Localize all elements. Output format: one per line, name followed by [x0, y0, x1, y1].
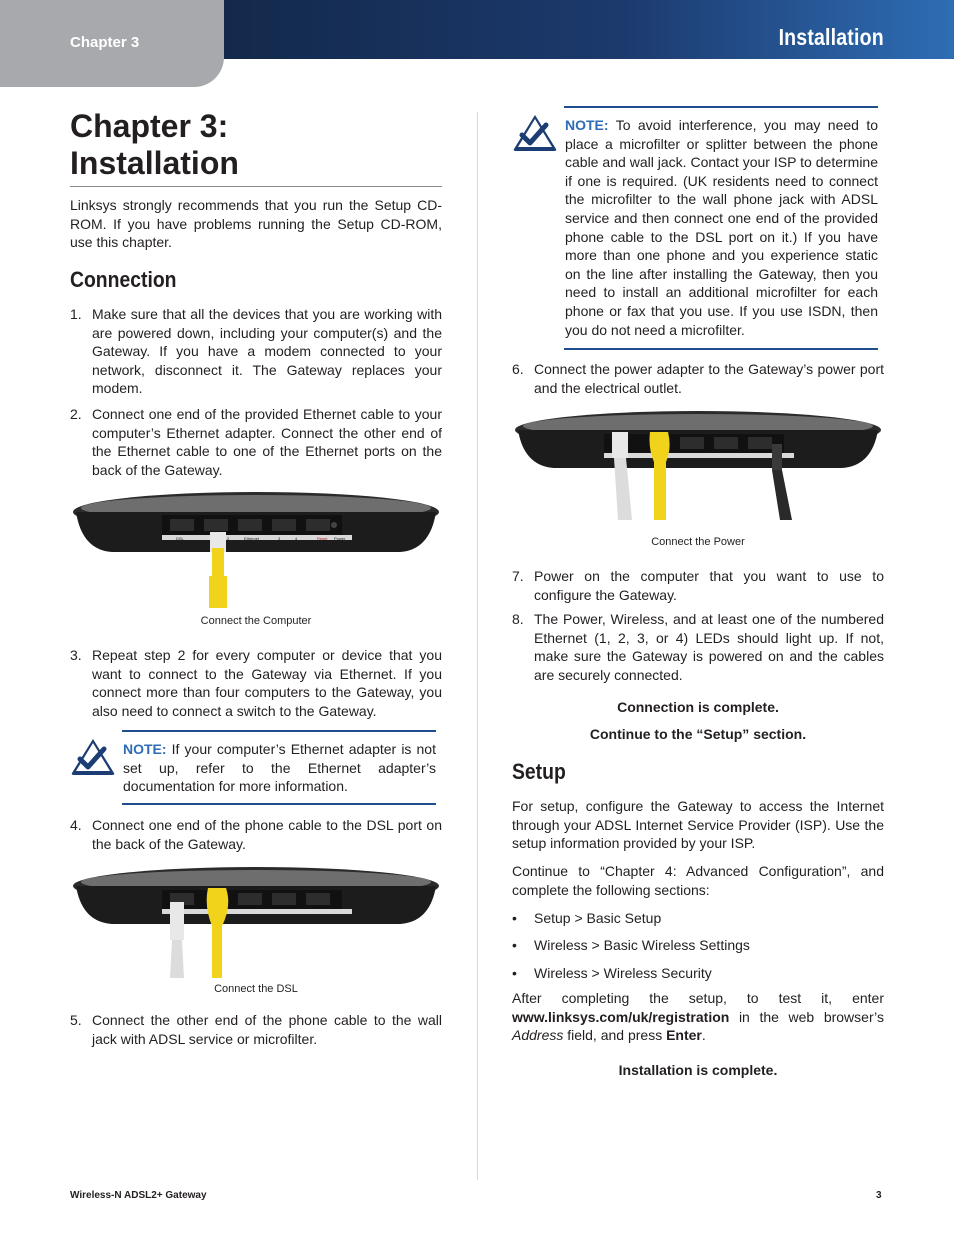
caption-connect-dsl: Connect the DSL [214, 983, 298, 995]
installation-complete: Installation is complete. [618, 1062, 778, 1078]
registration-url: www.linksys.com/uk/registration [512, 1008, 730, 1025]
caption-connect-power: Connect the Power [651, 536, 745, 548]
setup-paragraph-1: For setup, configure the Gateway to access the Internet through your ADSL Internet Service Provider (ISP). Use the setup information provided by your ISP. [512, 798, 884, 852]
bullet-text: Setup > Basic Setup [534, 910, 662, 926]
caption-connect-computer: Connect the Computer [200, 615, 312, 627]
checkmark-note-icon [70, 737, 116, 777]
bullet-text: Wireless > Wireless Security [534, 965, 712, 981]
step-7 [512, 567, 884, 604]
page-title-line2: Installation [70, 145, 239, 181]
address-field-ref: Address [512, 1027, 564, 1044]
step-text: Connect one end of the phone cable to the DSL port on the back of the Gateway. [92, 817, 442, 852]
text-span: . [701, 1027, 706, 1044]
page-title [70, 108, 442, 187]
step-number: 5. [70, 1012, 82, 1028]
step-text: Connect one end of the provided Ethernet cable to your computer’s Ethernet adapter. Connect the other end of the Ethernet cable to one of the Ethernet ports on the back of the Gateway. [92, 406, 442, 478]
step-number: 1. [70, 306, 82, 322]
step-number: 4. [70, 817, 82, 833]
intro-paragraph: Linksys strongly recommends that you run the Setup CD-ROM. If you have problems running the Setup CD-ROM, use this chapter. [70, 197, 442, 251]
enter-key-ref: Enter [666, 1027, 702, 1044]
connection-complete: Connection is complete. [617, 699, 779, 715]
port-label-3: 3 [278, 536, 281, 541]
step-number: 7. [512, 568, 524, 584]
step-number: 8. [512, 611, 524, 627]
bullet-symbol: • [512, 910, 517, 926]
port-label-reset: Reset [317, 536, 328, 541]
section-header-bar [224, 0, 954, 59]
step-text: Make sure that all the devices that you are working with are powered down, including your computer(s) and the Gateway. If you have a modem connected to your network, disconnect it. The Gateway replaces your modem. [92, 306, 442, 397]
note-label: NOTE: [565, 117, 609, 133]
text-span: in the web browser’s [729, 1008, 884, 1025]
chapter-tab-label: Chapter 3 [70, 34, 140, 51]
port-label-2: 2 [227, 536, 230, 541]
checkmark-note-icon [512, 113, 558, 153]
note-text [123, 740, 436, 796]
setup-heading: Setup [512, 759, 566, 784]
note-body: To avoid interference, you may need to place a microfilter or splitter between the phone cable and wall jack. Contact your ISP to determine if one is required. (UK residents need to connect the microfilter to the wall phone jack with ADSL service and then connect one end of the provided phone cable to the DSL port on it.) If you have more than one phone and you experience static on the line after installing the Gateway, then you need to install an additional microfilter for each phone or fax that you use. If you use ISDN, then you do not need a microfilter. [565, 117, 878, 338]
step-number: 6. [512, 361, 524, 377]
step-5 [70, 1011, 442, 1048]
page-title-line1: Chapter 3: [70, 108, 229, 144]
router-dsl-photo [72, 866, 440, 978]
setup-paragraph-2: Continue to “Chapter 4: Advanced Configuration”, and complete the following sections: [512, 863, 884, 898]
step-text: Power on the computer that you want to use to configure the Gateway. [534, 568, 884, 603]
router-ethernet-photo [72, 490, 440, 608]
footer-product-name: Wireless-N ADSL2+ Gateway [70, 1190, 207, 1201]
note-text [565, 116, 878, 339]
chapter-tab [0, 0, 224, 87]
step-6 [512, 360, 884, 397]
bullet-symbol: • [512, 965, 517, 981]
step-4 [70, 816, 442, 853]
step-1 [70, 305, 442, 398]
connection-heading: Connection [70, 267, 177, 292]
text-span: field, and press [563, 1027, 667, 1044]
port-label-ethernet: Ethernet [244, 536, 260, 541]
continue-setup: Continue to the “Setup” section. [589, 726, 807, 742]
setup-paragraph-3 [512, 989, 884, 1045]
step-text: The Power, Wireless, and at least one of the numbered Ethernet (1, 2, 3, or 4) LEDs should light up. If not, make sure the Gateway is powered on and the cables are securely connected. [534, 611, 884, 683]
step-2 [70, 405, 442, 479]
note-box-ethernet [122, 730, 436, 805]
note-label: NOTE: [123, 741, 167, 757]
step-number: 3. [70, 647, 82, 663]
note-box-microfilter [564, 106, 878, 350]
step-8 [512, 610, 884, 684]
step-3 [70, 646, 442, 720]
footer-page-number: 3 [876, 1190, 882, 1201]
step-text: Connect the other end of the phone cable to the wall jack with ADSL service or microfilter. [92, 1012, 442, 1047]
step-text: Connect the power adapter to the Gateway’s power port and the electrical outlet. [534, 361, 884, 396]
port-label-4: 4 [295, 536, 298, 541]
port-label-dsl: DSL [176, 536, 184, 541]
router-power-photo [514, 410, 882, 520]
note-body: If your computer’s Ethernet adapter is not set up, refer to the Ethernet adapter’s documentation for more information. [123, 741, 436, 795]
bullet-symbol: • [512, 937, 517, 953]
section-title: Installation [778, 24, 884, 50]
port-label-power: Power [334, 536, 346, 541]
column-divider [477, 112, 478, 1180]
step-number: 2. [70, 406, 82, 422]
text-span: After completing the setup, to test it, enter [512, 990, 884, 1006]
bullet-text: Wireless > Basic Wireless Settings [534, 937, 750, 953]
step-text: Repeat step 2 for every computer or device that you want to connect to the Gateway via Ethernet. If you connect more than four computers to the Gateway, you also need to connect a switch to the Gateway. [92, 647, 442, 719]
